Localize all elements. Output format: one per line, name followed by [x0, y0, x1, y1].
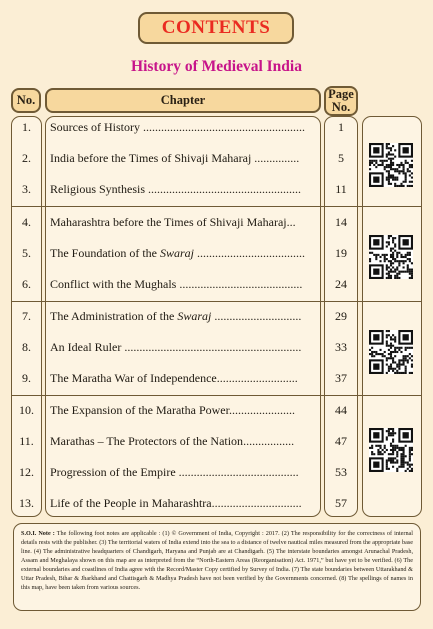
chapter-title-link[interactable] — [50, 215, 316, 230]
chapter-title-link[interactable] — [50, 277, 316, 292]
chapter-title-text: Religious Synthesis — [50, 182, 146, 196]
row-number: 1. — [22, 120, 31, 134]
chapter-title-text: Marathas – The Protectors of the Nation — [50, 434, 244, 448]
qr-code-icon[interactable] — [369, 235, 413, 279]
page-number: 24 — [335, 277, 347, 291]
chapter-title-text: Conflict with the Mughals — [50, 277, 177, 291]
row-number: 5. — [22, 246, 31, 260]
chapter-title-link[interactable] — [50, 403, 316, 418]
row-number: 8. — [22, 340, 31, 354]
group-divider — [11, 206, 422, 207]
chapter-title-text: Progression of the Empire — [50, 465, 176, 479]
dot-leader: .................................... — [194, 246, 305, 260]
chapter-title-text: The Maratha War of Independence — [50, 371, 217, 385]
row-number: 7. — [22, 309, 31, 323]
page-number: 19 — [335, 246, 347, 260]
page-number: 11 — [335, 182, 347, 196]
row-number: 9. — [22, 371, 31, 385]
chapter-title-text: The Administration of the — [50, 309, 178, 323]
chapter-title-link[interactable] — [50, 182, 316, 197]
dot-leader: ............................. — [211, 309, 302, 323]
chapter-title-link[interactable] — [50, 434, 316, 449]
page-number: 33 — [335, 340, 347, 354]
group-divider — [11, 395, 422, 396]
qr-code-icon[interactable] — [369, 428, 413, 472]
chapter-title-emphasis: Swaraj — [177, 309, 212, 323]
chapter-title-emphasis: Swaraj — [159, 246, 194, 260]
page-number: 1 — [338, 120, 344, 134]
footnote-text: The following foot notes are applicable : (1) © Government of India, Copyright : 2017. (2) The responsibility for the correctness of internal details rests with the publisher. (3) The territorial waters of India extend into the sea to a distance of twelve nautical miles measured from the appropriate base line. (4) The administrative headquarters of Chandigarh, Haryana and Punjab are at Chandigarh. (5) The interstate boundaries amongst Arunachal Pradesh, Assam and Meghalaya shown on this map are as interpreted from the “North-Eastern Areas (Reorganisation) Act. 1971,” but have yet to be verified. (6) The external boundaries and coastlines of India agree with the Record/Master Copy certified by Survey of India. (7) The state boundaries between Uttarakhand & Uttar Pradesh, Bihar & Jharkhand and Chattisgarh & Madhya Pradesh have not been verified by the Governments concerned. (8) The spellings of names in this map, have been taken from various sources. — [21, 530, 413, 591]
column-header-page-line2: No. — [331, 100, 351, 114]
chapter-title-link[interactable] — [50, 309, 316, 324]
chapter-title-link[interactable] — [50, 340, 316, 355]
chapter-title-text: Life of the People in Maharashtra — [50, 496, 212, 510]
page-number: 44 — [335, 403, 347, 417]
row-number: 11. — [19, 434, 34, 448]
dot-leader: .............................. — [211, 496, 302, 510]
page-number: 53 — [335, 465, 347, 479]
page-number: 57 — [335, 496, 347, 510]
page-number: 14 — [335, 215, 347, 229]
qr-code-icon[interactable] — [369, 330, 413, 374]
row-number: 4. — [22, 215, 31, 229]
group-divider — [11, 301, 422, 302]
chapter-title-text: The Foundation of the — [50, 246, 160, 260]
chapter-title-text: Maharashtra before the Times of Shivaji Maharaj — [50, 215, 287, 229]
row-number: 3. — [22, 182, 31, 196]
row-number: 10. — [19, 403, 34, 417]
book-subtitle: History of Medieval India — [131, 58, 302, 75]
column-header-no: No. — [11, 88, 41, 113]
chapter-title-text: India before the Times of Shivaji Maharaj — [50, 151, 252, 165]
chapter-title-text: Sources of History — [50, 120, 140, 134]
page-number: 29 — [335, 309, 347, 323]
dot-leader: ........................................................... — [121, 340, 302, 354]
row-number: 6. — [22, 277, 31, 291]
page-number: 37 — [335, 371, 347, 385]
dot-leader: ................................................... — [145, 182, 302, 196]
chapter-title-link[interactable] — [50, 151, 316, 166]
chapter-title-text: The Expansion of the Maratha Power — [50, 403, 229, 417]
dot-leader: ................. — [243, 434, 295, 448]
column-header-chapter: Chapter — [45, 88, 321, 113]
dot-leader: ...................... — [228, 403, 295, 417]
column-header-page-line1: Page — [328, 87, 354, 101]
dot-leader: ........................... — [216, 371, 298, 385]
row-number: 13. — [19, 496, 34, 510]
chapter-title-text: An Ideal Ruler — [50, 340, 122, 354]
column-header-page — [324, 86, 358, 116]
contents-title-box — [138, 12, 294, 44]
qr-code-icon[interactable] — [369, 143, 413, 187]
page-title: CONTENTS — [161, 17, 271, 38]
chapter-title-link[interactable] — [50, 246, 316, 261]
chapter-title-link[interactable] — [50, 120, 316, 135]
dot-leader: ...................................................... — [140, 120, 305, 134]
row-number: 12. — [19, 465, 34, 479]
chapter-title-link[interactable] — [50, 496, 316, 511]
dot-leader: ........................................ — [175, 465, 299, 479]
row-number: 2. — [22, 151, 31, 165]
dot-leader: ......................................... — [176, 277, 303, 291]
dot-leader: ... — [286, 215, 296, 229]
dot-leader: ............... — [251, 151, 300, 165]
chapter-title-link[interactable] — [50, 465, 316, 480]
chapter-title-link[interactable] — [50, 371, 316, 386]
page-number: 47 — [335, 434, 347, 448]
soi-footnote — [13, 523, 421, 611]
footnote-label: S.O.I. Note : — [21, 530, 55, 537]
page-number: 5 — [338, 151, 344, 165]
